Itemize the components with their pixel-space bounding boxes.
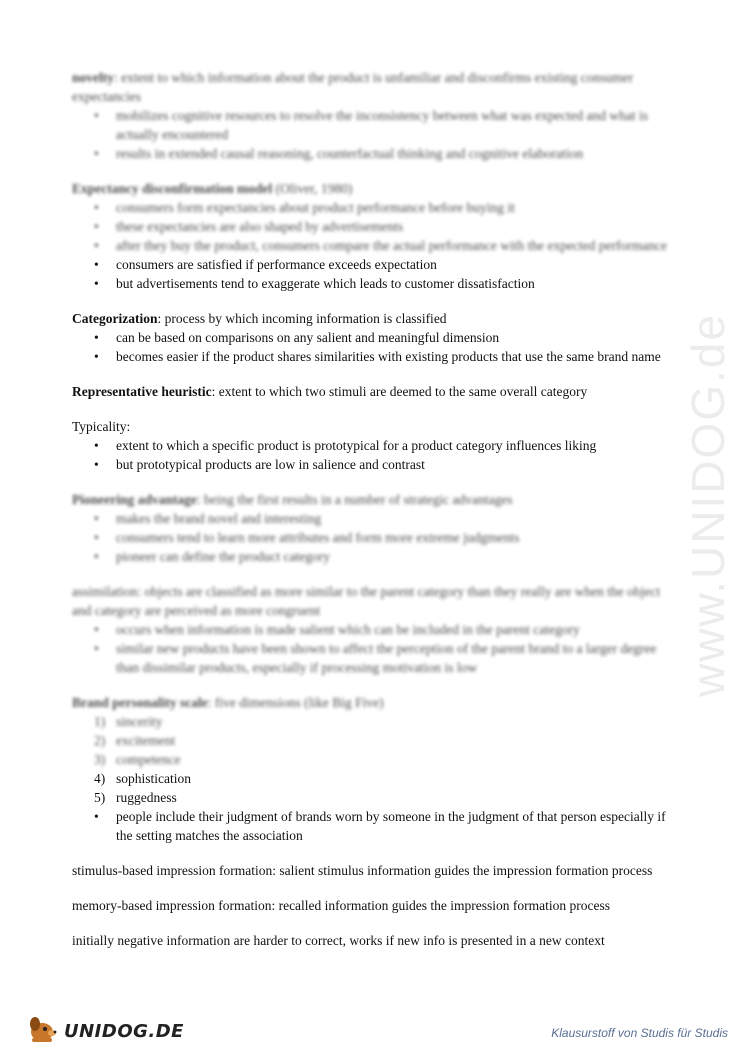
list-item: • after they buy the product, consumers compare the actual performance with the expected performance: [116, 236, 682, 255]
pioneering-bullets: [72, 509, 682, 566]
section-pioneering: [72, 490, 682, 566]
section-assimilation: [72, 582, 682, 677]
list-item: • results in extended causal reasoning, counterfactual thinking and cognitive elaboration: [116, 144, 682, 163]
expectancy-bullets-blurred: [72, 198, 682, 255]
typicality-heading: Typicality:: [72, 419, 131, 434]
list-item: 5) ruggedness: [94, 790, 177, 805]
logo-text: UNIDOG.DE: [64, 1021, 184, 1042]
section-memory-based: [72, 896, 682, 915]
brand-bullets: [72, 807, 682, 845]
unidog-logo[interactable]: [26, 1014, 184, 1049]
list-item: • these expectancies are also shaped by advertisements: [116, 217, 682, 236]
list-item: • but advertisements tend to exaggerate which leads to customer dissatisfaction: [116, 274, 682, 293]
list-item: • becomes easier if the product shares similarities with existing products that use the same brand name: [116, 347, 682, 366]
assimilation-definition: assimilation: objects are classified as more similar to the parent category than they really are when the object and category are perceived as more congruent: [72, 584, 661, 618]
section-negative-info: [72, 931, 682, 950]
brand-numbered: [72, 769, 682, 807]
list-item: • pioneer can define the product category: [116, 547, 682, 566]
representative-definition: Representative heuristic: extent to which two stimuli are deemed to the same overall category: [72, 384, 588, 399]
list-item: 3) competence: [94, 752, 181, 767]
categorization-bullets: [72, 328, 682, 366]
section-expectancy: [72, 179, 682, 293]
footer-tagline: Klausurstoff von Studis für Studis: [551, 1026, 728, 1040]
negative-text: initially negative information are harder to correct, works if new info is presented in a new context: [72, 933, 605, 948]
list-item: • people include their judgment of brands worn by someone in the judgment of that person especially if the setting matches the association: [116, 807, 682, 845]
novelty-definition: novelty: extent to which information about the product is unfamiliar and disconfirms existing consumer expectancies: [72, 70, 634, 104]
expectancy-definition: Expectancy disconfirmation model (Oliver, 1980): [72, 181, 353, 196]
list-item: • mobilizes cognitive resources to resolve the inconsistency between what was expected and what is actually encountered: [116, 106, 682, 144]
pioneering-definition: Pioneering advantage: being the first results in a number of strategic advantages: [72, 492, 513, 507]
memory-text: memory-based impression formation: recalled information guides the impression formation process: [72, 898, 610, 913]
document-body: [72, 68, 682, 966]
list-item: • consumers tend to learn more attributes and form more extreme judgments: [116, 528, 682, 547]
section-brand-personality: [72, 693, 682, 845]
list-item: 4) sophistication: [94, 771, 191, 786]
stimulus-text: stimulus-based impression formation: salient stimulus information guides the impression formation process: [72, 863, 653, 878]
list-item: 1) sincerity: [94, 714, 163, 729]
page-footer: [0, 1000, 750, 1060]
novelty-bullets: [72, 106, 682, 163]
list-item: • extent to which a specific product is prototypical for a product category influences liking: [116, 436, 682, 455]
list-item: • makes the brand novel and interesting: [116, 509, 682, 528]
brand-definition: Brand personality scale: five dimensions (like Big Five): [72, 695, 384, 710]
list-item: 2) excitement: [94, 733, 176, 748]
section-representative: [72, 382, 682, 401]
list-item: • consumers are satisfied if performance exceeds expectation: [116, 255, 682, 274]
section-stimulus-based: [72, 861, 682, 880]
list-item: • consumers form expectancies about product performance before buying it: [116, 198, 682, 217]
assimilation-bullets: [72, 620, 682, 677]
list-item: • similar new products have been shown to affect the perception of the parent brand to a larger degree than dissimilar products, especially if processing motivation is low: [116, 639, 682, 677]
watermark: www.UNIDOG.de: [682, 313, 734, 697]
brand-numbered-blurred: [72, 712, 682, 769]
list-item: • can be based on comparisons on any salient and meaningful dimension: [116, 328, 682, 347]
dog-mascot-icon: [26, 1014, 60, 1049]
section-novelty: [72, 68, 682, 163]
list-item: • occurs when information is made salient which can be included in the parent category: [116, 620, 682, 639]
expectancy-bullets: [72, 255, 682, 293]
list-item: • but prototypical products are low in salience and contrast: [116, 455, 682, 474]
typicality-bullets: [72, 436, 682, 474]
categorization-definition: Categorization: process by which incoming information is classified: [72, 311, 447, 326]
section-typicality: [72, 417, 682, 474]
section-categorization: [72, 309, 682, 366]
